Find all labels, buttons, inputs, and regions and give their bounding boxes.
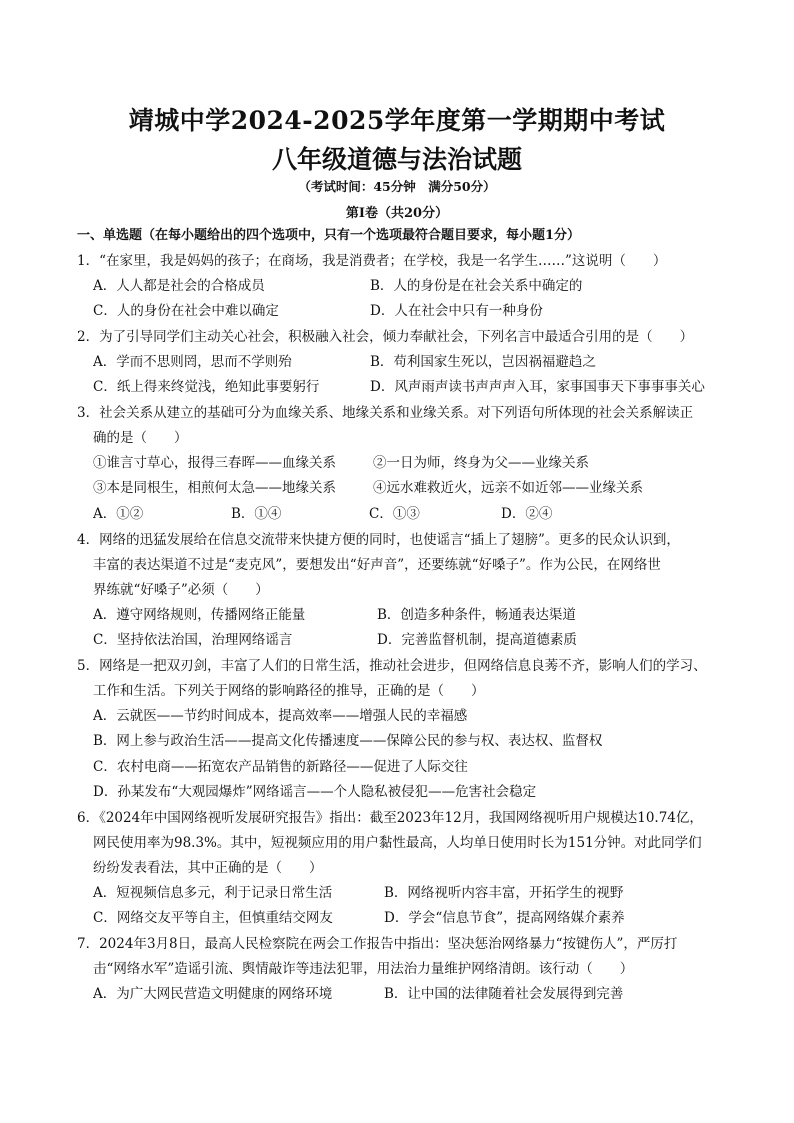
question-5-option-c: C．农村电商——拓宽农产品销售的新路径——促进了人际交往 xyxy=(93,759,468,775)
section-heading: 一、单选题（在每小题给出的四个选项中，只有一个选项最符合题目要求，每小题1分） xyxy=(77,228,581,243)
question-7-stem-line-2: 击“网络水军”造谣引流、舆情敲诈等违法犯罪，用法治力量维护网络清朗。该行动（ ） xyxy=(93,961,634,977)
question-2-option-d: D．风声雨声读书声声声入耳，家事国事天下事事事关心 xyxy=(370,379,705,395)
question-6-stem-line-3: 纷纷发表看法，其中正确的是（ ） xyxy=(93,860,323,876)
question-4-option-c: C．坚持依法治国，治理网络谣言 xyxy=(93,632,293,648)
question-2-option-b: B．苟利国家生死以，岂因祸福避趋之 xyxy=(370,354,596,370)
question-6-stem-line-1: 6．《2024年中国网络视听发展研究报告》指出：截至2023年12月，我国网络视听用户规模达10.74亿， xyxy=(77,810,703,826)
question-4-stem-line-3: 界练就“好嗓子”必须（ ） xyxy=(93,582,269,598)
question-2-option-a: A．学而不思则罔，思而不学则殆 xyxy=(93,354,292,370)
question-3-statement-3: ③本是同根生，相煎何太急——地缘关系 xyxy=(93,480,336,496)
question-3-option-b: B．①④ xyxy=(231,506,282,522)
question-1-option-d: D．人在社会中只有一种身份 xyxy=(370,303,543,319)
question-4-stem-line-1: 4．网络的迅猛发展给在信息交流带来快捷方便的同时，也使谣言“插上了翅膀”。更多的民众认识到， xyxy=(77,532,680,548)
question-7-stem-line-1: 7．2024年3月8日，最高人民检察院在两会工作报告中指出：坚决惩治网络暴力“按键伤人”，严厉打 xyxy=(77,936,678,952)
question-4-option-a: A．遵守网络规则，传播网络正能量 xyxy=(93,607,306,623)
question-1-stem: 1．“在家里，我是妈妈的孩子；在商场，我是消费者；在学校，我是一名学生……”这说明（ ） xyxy=(77,253,667,269)
exam-title: 靖城中学2024-2025学年度第一学期期中考试 xyxy=(128,106,666,135)
question-3-option-c: C．①③ xyxy=(369,506,420,522)
question-6-option-c: C．网络交友平等自主，但慎重结交网友 xyxy=(93,910,333,926)
question-5-option-a: A．云就医——节约时间成本，提高效率——增强人民的幸福感 xyxy=(93,708,468,724)
question-3-stem-line-1: 3．社会关系从建立的基础可分为血缘关系、地缘关系和业缘关系。对下列语句所体现的社会关系解读正 xyxy=(77,405,694,421)
question-6-option-d: D．学会“信息节食”，提高网络媒介素养 xyxy=(384,910,625,926)
question-4-stem-line-2: 丰富的表达渠道不过是“麦克风”，要想发出“好声音”，还要练就“好嗓子”。作为公民，在网络世 xyxy=(93,557,661,573)
question-1-option-b: B．人的身份是在社会关系中确定的 xyxy=(370,278,583,294)
question-3-option-d: D．②④ xyxy=(501,506,553,522)
question-1-option-c: C．人的身份在社会中难以确定 xyxy=(93,303,279,319)
question-3-statement-2: ②一日为师，终身为父——业缘关系 xyxy=(373,455,589,471)
question-6-option-a: A．短视频信息多元，利于记录日常生活 xyxy=(93,885,333,901)
part-heading: 第Ⅰ卷（共20分） xyxy=(345,206,449,221)
question-3-statement-4: ④远水难救近火，远亲不如近邻——业缘关系 xyxy=(373,480,643,496)
question-7-option-b: B．让中国的法律随着社会发展得到完善 xyxy=(384,986,624,1002)
question-4-option-b: B．创造多种条件，畅通表达渠道 xyxy=(377,607,576,623)
exam-subtitle: 八年级道德与法治试题 xyxy=(271,145,522,174)
question-5-stem-line-2: 工作和生活。下列关于网络的影响路径的推导，正确的是（ ） xyxy=(93,683,485,699)
question-2-stem: 2．为了引导同学们主动关心社会，积极融入社会，倾力奉献社会，下列名言中最适合引用的是（ ） xyxy=(77,329,694,345)
question-5-option-b: B．网上参与政治生活——提高文化传播速度——保障公民的参与权、表达权、监督权 xyxy=(93,733,603,749)
question-2-option-c: C．纸上得来终觉浅，绝知此事要躬行 xyxy=(93,379,320,395)
question-4-option-d: D．完善监督机制，提高道德素质 xyxy=(377,632,577,648)
question-5-option-d: D．孙某发布“大观园爆炸”网络谣言——个人隐私被侵犯——危害社会稳定 xyxy=(93,784,537,800)
question-3-stem-line-2: 确的是（ ） xyxy=(93,430,188,446)
question-7-option-a: A．为广大网民营造文明健康的网络环境 xyxy=(93,986,333,1002)
question-6-stem-line-2: 网民使用率为98.3%。其中，短视频应用的用户黏性最高，人均单日使用时长为151分钟。对此同学们 xyxy=(93,835,702,851)
question-5-stem-line-1: 5．网络是一把双刃剑，丰富了人们的日常生活，推动社会进步，但网络信息良莠不齐，影响人们的学习、 xyxy=(77,658,707,674)
exam-info: （考试时间：45分钟 满分50分） xyxy=(298,179,496,194)
question-3-statement-1: ①谁言寸草心，报得三春晖——血缘关系 xyxy=(93,455,336,471)
question-3-option-a: A．①② xyxy=(93,506,144,522)
question-1-option-a: A．人人都是社会的合格成员 xyxy=(93,278,265,294)
question-6-option-b: B．网络视听内容丰富，开拓学生的视野 xyxy=(384,885,624,901)
